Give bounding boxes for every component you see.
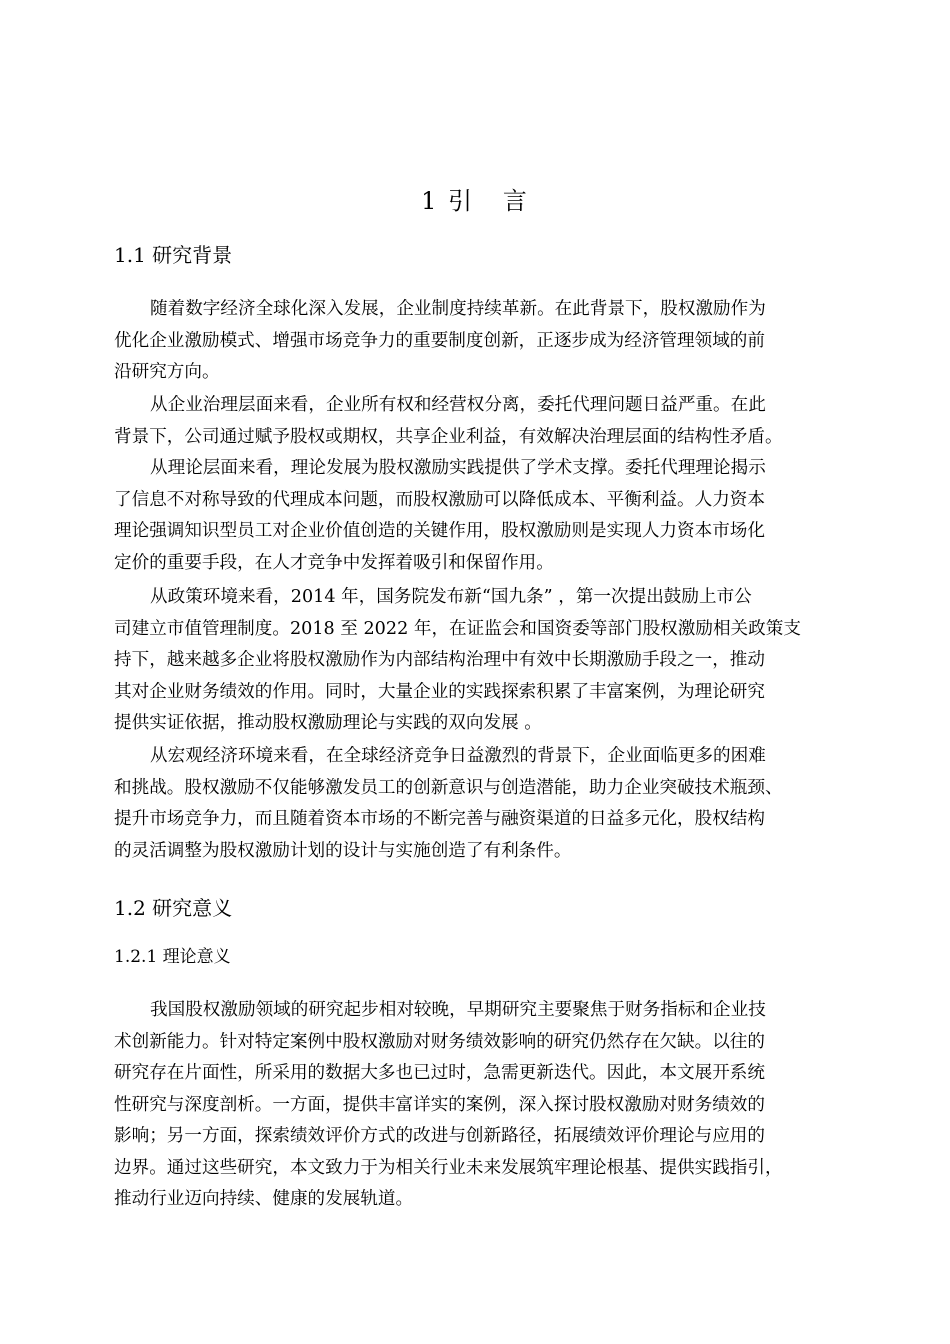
section-heading-1-1: 1.1 研究背景 (114, 243, 233, 267)
paragraph-line: 司建立市值管理制度。2018 至 2022 年，在证监会和国资委等部门股权激励相关政策支 (114, 618, 801, 639)
paragraph-line: 影响；另一方面，探索绩效评价方式的改进与创新路径，拓展绩效评价理论与应用的 (114, 1126, 765, 1146)
paragraph-line: 从企业治理层面来看，企业所有权和经营权分离，委托代理问题日益严重。在此 (150, 395, 766, 415)
paragraph-line: 从宏观经济环境来看，在全球经济竞争日益激烈的背景下，企业面临更多的困难 (150, 746, 766, 766)
paragraph-line: 优化企业激励模式、增强市场竞争力的重要制度创新，正逐步成为经济管理领域的前 (114, 330, 765, 351)
paragraph-2 (114, 390, 854, 453)
paragraph-line: 持下，越来越多企业将股权激励作为内部结构治理中有效中长期激励手段之一，推动 (114, 650, 765, 670)
paragraph-line: 沿研究方向。 (114, 362, 220, 382)
paragraph-line: 了信息不对称导致的代理成本问题，而股权激励可以降低成本、平衡利益。人力资本 (114, 489, 765, 510)
paragraph-6 (114, 995, 854, 1216)
paragraph-line: 和挑战。股权激励不仅能够激发员工的创新意识与创造潜能，助力企业突破技术瓶颈、 (114, 777, 783, 798)
paragraph-4 (114, 582, 854, 740)
paragraph-line: 理论强调知识型员工对企业价值创造的关键作用，股权激励则是实现人力资本市场化 (114, 521, 765, 541)
paragraph-line: 提供实证依据，推动股权激励理论与实践的双向发展 。 (114, 713, 542, 733)
paragraph-line: 研究存在片面性，所采用的数据大多也已过时，急需更新迭代。因此，本文展开系统 (114, 1063, 765, 1083)
paragraph-line: 定价的重要手段，在人才竞争中发挥着吸引和保留作用。 (114, 552, 554, 573)
paragraph-line: 性研究与深度剖析。一方面，提供丰富详实的案例，深入探讨股权激励对财务绩效的 (114, 1094, 765, 1115)
paragraph-line: 从政策环境来看，2014 年，国务院发布新“国九条” ，第一次提出鼓励上市公 (150, 587, 752, 607)
paragraph-line: 其对企业财务绩效的作用。同时，大量企业的实践探索积累了丰富案例，为理论研究 (114, 681, 765, 702)
paragraph-5 (114, 741, 854, 867)
chapter-title: 1 引 言 (421, 187, 529, 215)
paragraph-line: 边界。通过这些研究，本文致力于为相关行业未来发展筑牢理论根基、提供实践指引， (114, 1157, 783, 1178)
subsection-heading-1-2-1: 1.2.1 理论意义 (114, 947, 231, 967)
section-heading-1-2: 1.2 研究意义 (114, 896, 233, 920)
paragraph-line: 随着数字经济全球化深入发展，企业制度持续革新。在此背景下，股权激励作为 (150, 299, 766, 319)
paragraph-1 (114, 294, 854, 389)
paragraph-line: 术创新能力。针对特定案例中股权激励对财务绩效影响的研究仍然存在欠缺。以往的 (114, 1031, 765, 1052)
paragraph-line: 推动行业迈向持续、健康的发展轨道。 (114, 1189, 414, 1209)
paragraph-line: 的灵活调整为股权激励计划的设计与实施创造了有利条件。 (114, 840, 572, 861)
paragraph-line: 我国股权激励领域的研究起步相对较晚，早期研究主要聚焦于财务指标和企业技 (150, 1000, 766, 1020)
paragraph-3 (114, 453, 854, 579)
paragraph-line: 提升市场竞争力，而且随着资本市场的不断完善与融资渠道的日益多元化，股权结构 (114, 809, 765, 829)
paragraph-line: 背景下，公司通过赋予股权或期权，共享企业利益，有效解决治理层面的结构性矛盾。 (114, 426, 783, 447)
paragraph-line: 从理论层面来看，理论发展为股权激励实践提供了学术支撑。委托代理理论揭示 (150, 458, 766, 478)
